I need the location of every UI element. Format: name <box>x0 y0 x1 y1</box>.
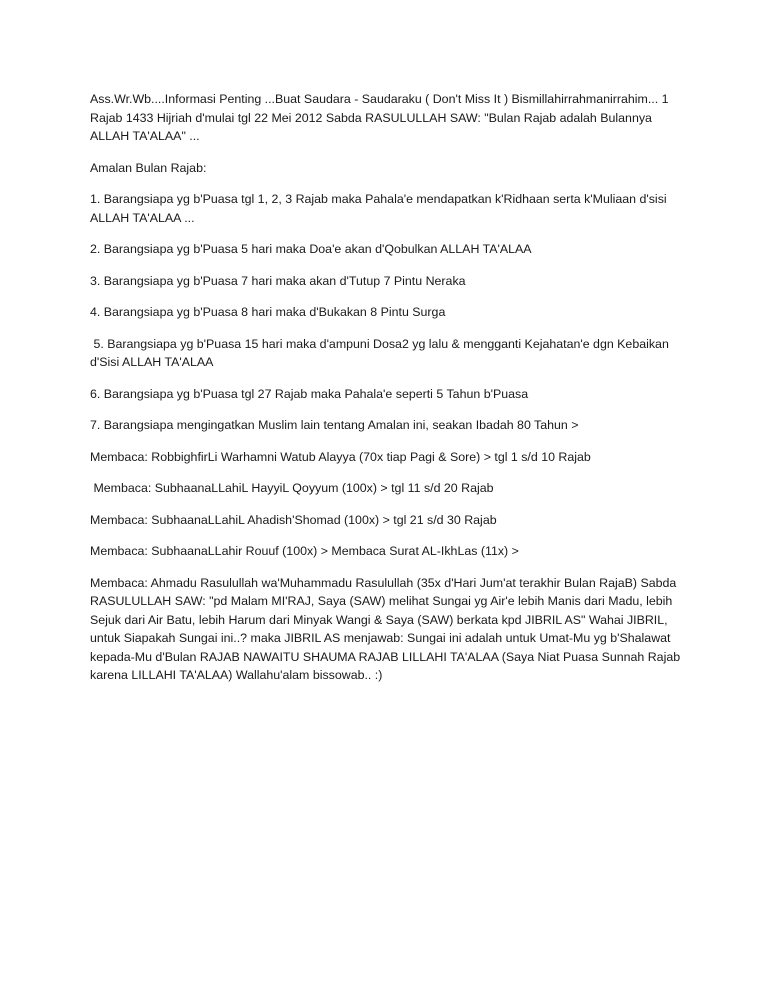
reading-3: Membaca: SubhaanaLLahiL Ahadish'Shomad (100x) > tgl 21 s/d 30 Rajab <box>90 512 497 527</box>
list-item-2: 2. Barangsiapa yg b'Puasa 5 hari maka Doa'e akan d'Qobulkan ALLAH TA'ALAA <box>90 242 532 256</box>
list-item-3: 3. Barangsiapa yg b'Puasa 7 hari maka akan d'Tutup 7 Pintu Neraka <box>90 273 466 288</box>
reading-2: Membaca: SubhaanaLLahiL HayyiL Qoyyum (100x) > tgl 11 s/d 20 Rajab <box>90 481 494 495</box>
closing-paragraph: Membaca: Ahmadu Rasulullah wa'Muhammadu Rasulullah (35x d'Hari Jum'at terakhir Bulan RajaB) Sabda RASULULLAH SAW: "pd Malam MI'RAJ, Saya (SAW) melihat Sungai yg Air'e lebih Manis dari Madu, lebih Sejuk dari Air Batu, lebih Harum dari Minyak Wangi & Saya (SAW) berkata kpd JIBRIL AS" Wahai JIBRIL, untuk Siapakah Sungai ini..? maka JIBRIL AS menjawab: Sungai ini adalah untuk Umat-Mu yg b'Shalawat kepada-Mu d'Bulan RAJAB NAWAITU SHAUMA RAJAB LILLAHI TA'ALAA (Saya Niat Puasa Sunnah Rajab karena LILLAHI TA'ALAA) Wallahu'alam bissowab.. :) <box>90 575 684 682</box>
list-item-1: 1. Barangsiapa yg b'Puasa tgl 1, 2, 3 Rajab maka Pahala'e mendapatkan k'Ridhaan serta k'Muliaan d'sisi ALLAH TA'ALAA ... <box>90 192 670 225</box>
reading-4: Membaca: SubhaanaLLahir Rouuf (100x) > Membaca Surat AL-IkhLas (11x) > <box>90 544 519 558</box>
list-item-7: 7. Barangsiapa mengingatkan Muslim lain tentang Amalan ini, seakan Ibadah 80 Tahun > <box>90 418 579 432</box>
list-item-6: 6. Barangsiapa yg b'Puasa tgl 27 Rajab maka Pahala'e seperti 5 Tahun b'Puasa <box>90 386 529 401</box>
intro-paragraph: Ass.Wr.Wb....Informasi Penting ...Buat Saudara - Saudaraku ( Don't Miss It ) Bismillahirrahmanirrahim... 1 Rajab 1433 Hijriah d'mulai tgl 22 Mei 2012 Sabda RASULULLAH SAW: "Bulan Rajab adalah Bulannya ALLAH TA'ALAA" ... <box>90 92 672 143</box>
reading-1: Membaca: RobbighfirLi Warhamni Watub Alayya (70x tiap Pagi & Sore) > tgl 1 s/d 10 Rajab <box>90 449 591 464</box>
section-heading: Amalan Bulan Rajab: <box>90 160 207 175</box>
document-page <box>90 90 682 698</box>
list-item-5: 5. Barangsiapa yg b'Puasa 15 hari maka d'ampuni Dosa2 yg lalu & mengganti Kejahatan'e dgn Kebaikan d'Sisi ALLAH TA'ALAA <box>90 336 673 369</box>
list-item-4: 4. Barangsiapa yg b'Puasa 8 hari maka d'Bukakan 8 Pintu Surga <box>90 305 446 319</box>
